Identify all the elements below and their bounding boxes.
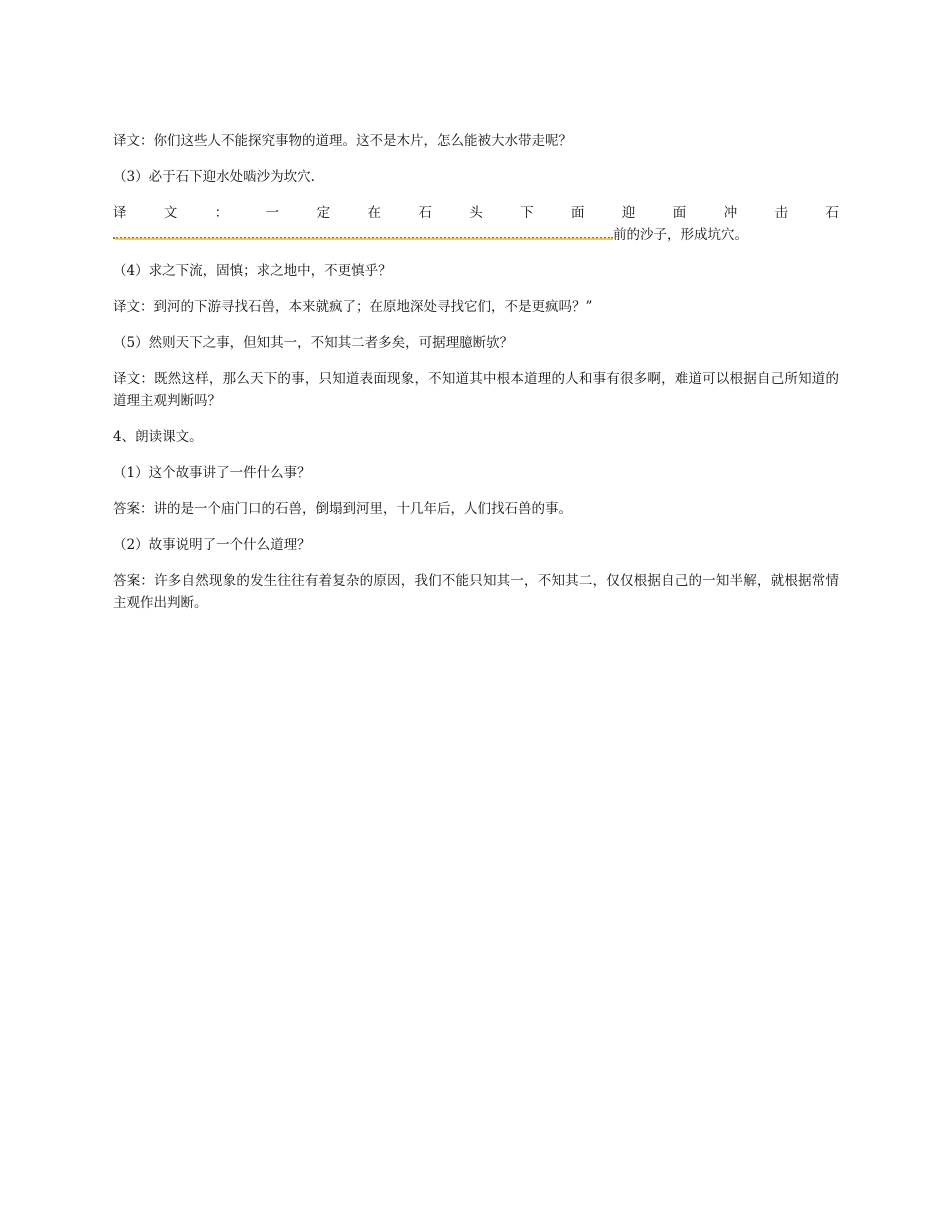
spread-char: 石	[418, 205, 432, 221]
spread-char: 文	[163, 205, 178, 221]
answer-1: 答案：讲的是一个庙门口的石兽，倒塌到河里，十几年后，人们找石兽的事。	[113, 501, 572, 517]
translation-paragraph-1: 译文：你们这些人不能探究事物的道理。这不是木片，怎么能被大水带走呢？	[113, 133, 572, 149]
spread-char: 下	[520, 205, 534, 221]
translation-spread-line	[113, 202, 839, 224]
question-2-heading: （2）故事说明了一个什么道理？	[113, 537, 311, 553]
spread-char: 译	[113, 205, 127, 221]
question-5-heading: （5）然则天下之事，但知其一，不知其二者多矣，可据理臆断欤？	[113, 335, 514, 351]
spread-char: 面	[672, 205, 687, 221]
question-1-heading: （1）这个故事讲了一件什么事？	[113, 465, 311, 481]
document-body	[113, 130, 839, 628]
translation-paragraph-5: 译文：既然这样，那么天下的事，只知道表面现象，不知道其中根本道理的人和事有很多啊，难道可以根据自己所知道的道理主观判断吗？	[113, 371, 839, 409]
answer-2: 答案：许多自然现象的发生往往有着复杂的原因，我们不能只知其一，不知其二，仅仅根据自己的一知半解，就根据常情主观作出判断。	[113, 573, 839, 611]
translation-paragraph-4: 译文：到河的下游寻找石兽，本来就疯了；在原地深处寻找它们，不是更疯吗？”	[113, 299, 593, 315]
obscured-text-mark	[113, 227, 613, 239]
translation-continuation	[113, 224, 839, 246]
spread-char: 冲	[723, 205, 738, 221]
spread-char: 头	[469, 205, 483, 221]
spread-char: 面	[571, 205, 585, 221]
spread-char: 在	[367, 205, 381, 221]
section-4-heading: 4、朗读课文。	[113, 429, 203, 445]
spread-char: 石	[825, 205, 839, 221]
spread-char: ：	[214, 205, 229, 221]
spread-char: 击	[774, 205, 789, 221]
question-3-heading: （3）必于石下迎水处啮沙为坎穴.	[113, 169, 315, 185]
translation-tail: 前的沙子，形成坑穴。	[613, 227, 748, 243]
question-4-heading: （4）求之下流，固慎；求之地中，不更慎乎？	[113, 263, 392, 279]
spread-char: 一	[265, 205, 280, 221]
spread-char: 定	[316, 205, 331, 221]
spread-char: 迎	[621, 205, 636, 221]
